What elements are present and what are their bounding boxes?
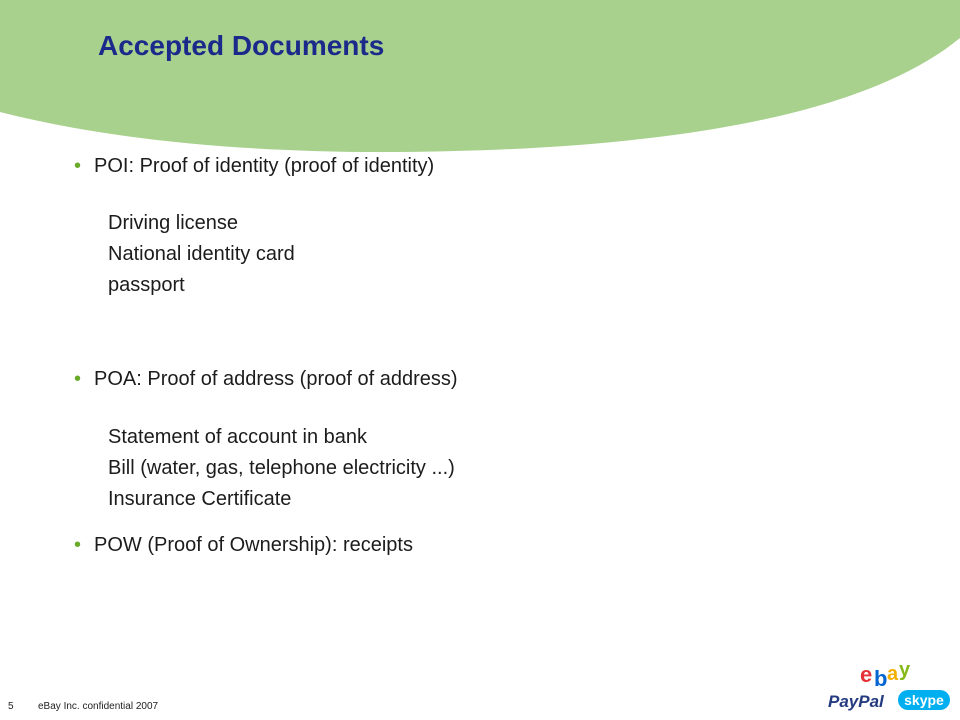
bullet-poi <box>72 152 434 180</box>
list-item: Insurance Certificate <box>108 488 292 510</box>
bullet-text: POW (Proof of Ownership): receipts <box>94 534 413 556</box>
list-item: Bill (water, gas, telephone electricity ...) <box>108 457 455 479</box>
ebay-letter-e: e <box>860 662 873 687</box>
poa-sublist <box>72 422 455 515</box>
skype-wordmark: skype <box>904 692 944 708</box>
ebay-logo <box>860 660 911 691</box>
bullet-poa <box>72 365 458 393</box>
ebay-letter-y: y <box>899 660 911 681</box>
bullet-dot-icon: • <box>74 155 82 177</box>
list-item: Statement of account in bank <box>108 426 368 448</box>
list-item: National identity card <box>108 243 295 265</box>
slide-title: Accepted Documents <box>98 30 385 61</box>
confidential-notice: eBay Inc. confidential 2007 <box>38 701 159 712</box>
header-arc-background <box>0 0 960 160</box>
page-number: 5 <box>8 701 14 712</box>
paypal-wordmark: PayPal <box>828 692 884 711</box>
company-logos <box>826 660 952 712</box>
bullet-dot-icon: • <box>74 534 82 556</box>
list-item: Driving license <box>108 212 239 234</box>
skype-logo <box>898 690 950 710</box>
ebay-letter-b: b <box>874 666 888 691</box>
poi-sublist <box>72 208 295 301</box>
bullet-text: POA: Proof of address (proof of address) <box>94 368 458 390</box>
ebay-letter-a: a <box>887 663 899 685</box>
bullet-text: POI: Proof of identity (proof of identity) <box>94 155 435 177</box>
paypal-logo <box>828 692 885 711</box>
bullet-dot-icon: • <box>74 368 82 390</box>
bullet-pow <box>72 531 413 559</box>
list-item: passport <box>108 274 185 296</box>
